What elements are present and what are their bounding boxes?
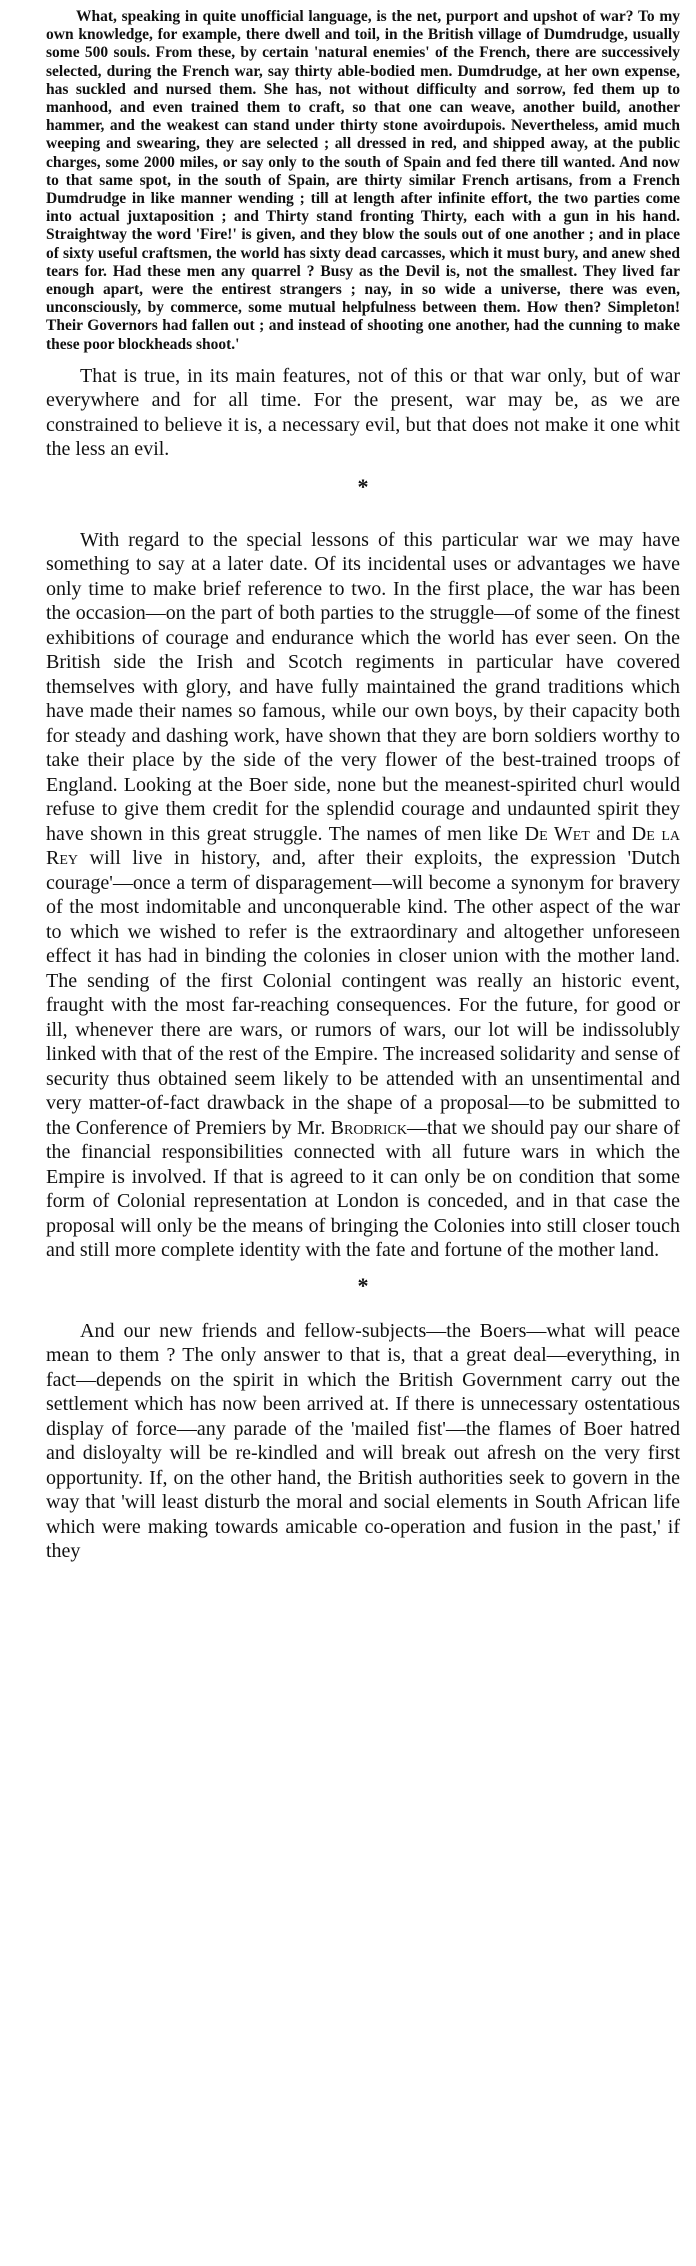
paragraph-text: and <box>589 822 632 845</box>
paragraph-text: —that we should pay our share of the financial responsibilities connected with all future wars in which the Empire is involved. If that is agreed to it can only be on condition that some form of Colonial representation at London is conceded, and in that case the proposal will only be the means of bringing the Colonies into still closer touch and still more complete identity with the fate and fortune of the mother land. <box>46 1116 680 1262</box>
person-name-de-la-rey: De la Rey <box>46 822 680 870</box>
paragraph-text: With regard to the special lessons of this particular war we may have something to say at a later date. Of its incidental uses or advantages we have only time to make brief reference to two. In the first place, the war has been the occasion—on the part of both parties to the struggle—of some of the finest exhibitions of courage and endurance which the world has ever seen. On the British side the Irish and Scotch regiments in particular have covered themselves with glory, and have fully maintained the grand traditions which have made their names so famous, while our own boys, by their capacity both for steady and dashing work, have shown that they are born soldiers worthy to take their place by the side of the very flower of the best-trained troops of England. Looking at the Boer side, none but the meanest-spirited churl would refuse to give them credit for the splendid courage and undaunted spirit they have shown in this great struggle. The names of men like <box>46 528 680 845</box>
paragraph-text: will live in history, and, after their exploits, the expression 'Dutch courage'—once a term of disparagement—will become a synonym for bravery of the most indomitable and unconquerable kind. The other aspect of the war to which we wished to refer is the extraordinary and altogether unforeseen effect it has had in binding the colonies in closer union with the mother land. The sending of the first Colonial contingent was really an historic event, fraught with the most far-reaching consequences. For the future, for good or ill, whenever there are wars, or rumors of wars, our lot will be indissolubly linked with that of the rest of the Empire. The increased solidarity and sense of security thus obtained seem likely to be attended with an unsentimental and very matter-of-fact drawback in the shape of a proposal—to be submitted to the Conference of Premiers by Mr. <box>46 847 680 1139</box>
person-name-de-wet: De Wet <box>524 822 590 845</box>
paragraph-lessons-of-war <box>46 528 680 1263</box>
section-separator-star: * <box>357 473 369 499</box>
person-name-brodrick: Brodrick <box>330 1116 407 1139</box>
section-separator-star: * <box>357 1272 369 1298</box>
paragraph-boers-peace: And our new friends and fellow-subjects—the Boers—what will peace mean to them ? The only answer to that is, that a great deal—everything, in fact—depends on the spirit in which the British Government carry out the settlement which has now been arrived at. If there is unnecessary ostentatious display of force—any parade of the 'mailed fist'—the flames of Boer hatred and disloyalty will be re-kindled and will break out afresh on the very first opportunity. If, on the other hand, the British authorities seek to govern in the way that 'will least disturb the moral and social elements in South African life which were making towards amicable co-operation and fusion in the past,' if they <box>46 1319 680 1563</box>
carlyle-quotation: What, speaking in quite unofficial language, is the net, purport and upshot of war? To my own knowledge, for example, there dwell and toil, in the British village of Dumdrudge, usually some 500 souls. From these, by certain 'natural enemies' of the French, there are successively selected, during the French war, say thirty able-bodied men. Dumdrudge, at her own expense, has suckled and nursed them. She has, not without difficulty and sorrow, fed them up to manhood, and even trained them to craft, so that one can weave, another build, another hammer, and the weakest can stand under thirty stone avoirdupois. Nevertheless, amid much weeping and swearing, they are selected ; all dressed in red, and shipped away, at the public charges, some 2000 miles, or say only to the south of Spain and fed there till wanted. And now to that same spot, in the south of Spain, are thirty similar French artisans, from a French Dumdrudge in like manner wending ; till at length after infinite effort, the two parties come into actual juxtaposition ; and Thirty stand fronting Thirty, each with a gun in his hand. Straightway the word 'Fire!' is given, and they blow the souls out of one another ; and in place of sixty useful craftsmen, the world has sixty dead carcasses, which it must bury, and anew shed tears for. Had these men any quarrel ? Busy as the Devil is, not the smallest. They lived far enough apart, were the entirest strangers ; nay, in so wide a universe, there was even, unconsciously, by commerce, some mutual helpfulness between them. How then? Simpleton! Their Governors had fallen out ; and instead of shooting one another, had the cunning to make these poor blockheads shoot.' <box>46 8 680 353</box>
paragraph-war-evil: That is true, in its main features, not of this or that war only, but of war everywhere and for all time. For the present, war may be, as we are constrained to believe it is, a necessary evil, but that does not make it one whit the less an evil. <box>46 364 680 461</box>
